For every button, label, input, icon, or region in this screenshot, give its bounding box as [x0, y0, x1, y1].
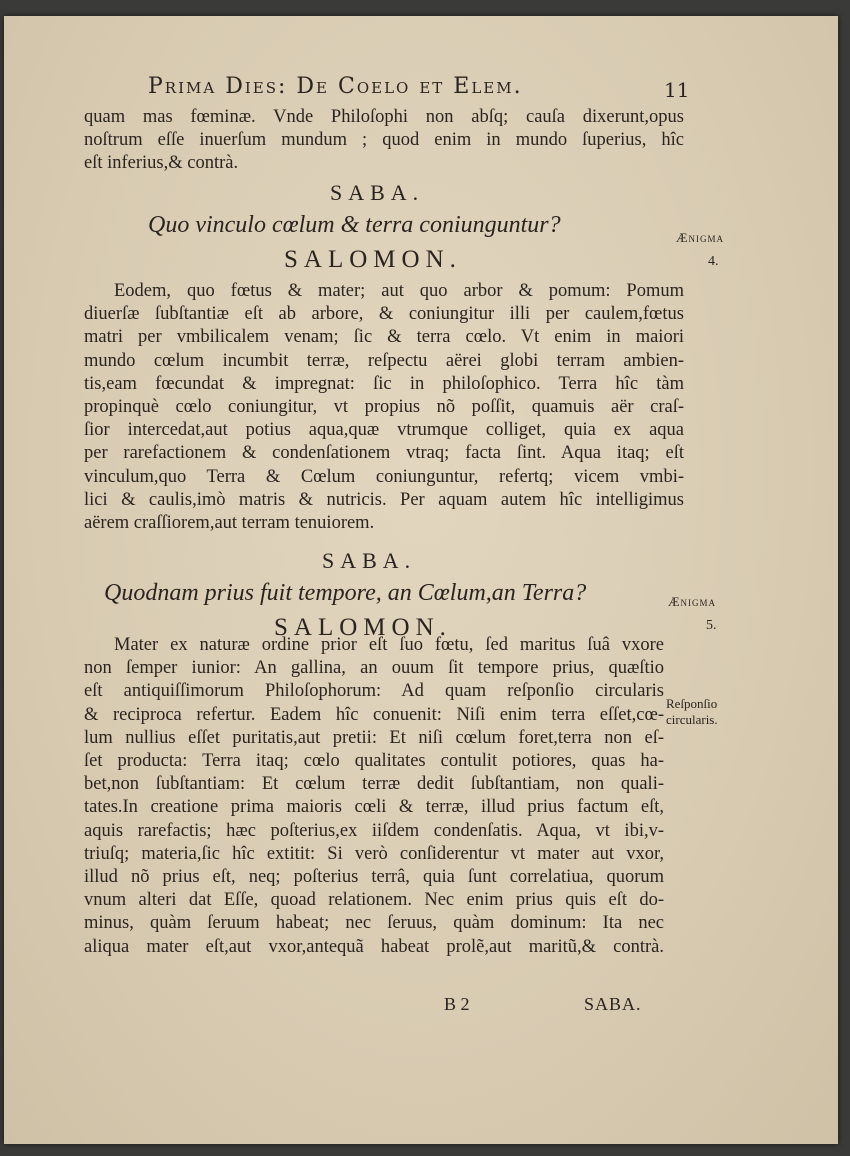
text-line: propinquè cœlo coniungitur, vt propius nõ poſſit, quamuis aër craſ- [84, 397, 684, 418]
text-line: bet,non ſubſtantiam: Et cœlum terræ dedit ſubſtantiam, non quali- [84, 774, 664, 795]
text-line: vinculum,quo Terra & Cœlum coniunguntur, refertq; vicem vmbi- [84, 466, 684, 487]
text-line: aërem craſſiorem,aut terram tenuiorem. [84, 513, 375, 534]
text-line: minus, quàm ſeruum habeat; nec ſeruus, quàm dominum: Ita nec [84, 913, 664, 934]
text-line: & reciproca refertur. Eadem hîc conuenit: Niſi enim terra eſſet,cœ- [84, 704, 664, 725]
text-line: quam mas fœminæ. Vnde Philoſophi non abſq; cauſa dixerunt,opus [84, 107, 684, 127]
text-line: per rarefactionem & condenſationem vtraq; facta ſint. Aqua itaq; eſt [84, 443, 684, 464]
page-number: 11 [664, 78, 690, 102]
text-line: eſt inferius,& contrà. [84, 153, 239, 174]
catchword: SABA. [584, 994, 642, 1014]
margin-number-4: 4. [708, 254, 719, 269]
paragraph-answer-2 [84, 634, 664, 959]
speaker-salomon-2: SALOMON. [274, 614, 452, 641]
margin-number-5: 5. [706, 618, 717, 633]
text-line: ſior intercedat,aut potius aqua,quæ vtrumque colliget, quia ex aqua [84, 420, 684, 441]
text-line: mundo cœlum incumbit terræ, reſpectu aërei globi terram ambien- [84, 350, 684, 371]
speaker-saba-1: SABA. [330, 180, 425, 205]
text-line: illud nõ prius eſt, neq; poſterius terrâ, quia ſunt correlatiua, quorum [84, 867, 664, 888]
text-line: eſt antiquiſſimorum Philoſophorum: Ad quam reſponſio circularis [84, 681, 664, 702]
paragraph-answer-1 [84, 280, 684, 535]
text-line: aliqua mater eſt,aut vxor,antequã habeat prolẽ,aut maritũ,& contrà. [84, 936, 664, 957]
text-line: vnum alteri dat Eſſe, quoad relationem. Nec enim prius quis eſt do- [84, 890, 664, 911]
text-line: Mater ex naturæ ordine prior eſt ſuo fœtu, ſed maritus ſuâ vxore [114, 635, 664, 655]
text-line: aquis rarefactis; hæc poſterius,ex iiſdem condenſatis. Aqua, vt ibi,v- [84, 820, 664, 841]
question-1: Quo vinculo cœlum & terra coniunguntur? [148, 212, 561, 238]
speaker-saba-2: SABA. [322, 548, 417, 573]
question-2: Quodnam prius fuit tempore, an Cœlum,an Terra? [104, 580, 587, 606]
text-line: tates.In creatione prima maioris cœli & terræ, illud prius factum eſt, [84, 797, 664, 818]
text-line: lici & caulis,imò matris & nutricis. Per aquam autem hîc intelligimus [84, 489, 684, 510]
text-line: Eodem, quo fœtus & mater; aut quo arbor & pomum: Pomum [114, 281, 684, 301]
margin-aenigma-5: Ænigma [668, 594, 717, 609]
speaker-salomon-1: SALOMON. [284, 246, 462, 273]
margin-note-responsio: Reſponſio [666, 696, 718, 711]
signature-mark: B 2 [444, 994, 470, 1014]
text-line: matri per vmbilicalem venam; ſic & terra cœlo. Vt enim in maiori [84, 327, 684, 348]
text-line: tis,eam fœcundat & impregnat: ſic in philoſophico. Terra hîc tàm [84, 373, 684, 394]
margin-note-circularis: circularis. [666, 712, 718, 727]
text-line: noſtrum eſſe inuerſum mundum ; quod enim in mundo ſuperius, hîc [84, 130, 684, 151]
running-title: Prima Dies: De Coelo et Elem. [148, 74, 523, 99]
text-line: ſet producta: Terra itaq; cœlo qualitates contulit potiores, quas ha- [84, 751, 664, 772]
text-line: lum nullius eſſet puritatis,aut pretii: Et niſi cœlum foret,terra non eſ- [84, 727, 664, 748]
paragraph-intro [84, 106, 684, 176]
text-line: triuſq; materia,ſic hîc extitit: Si verò conſiderentur vt mater aut vxor, [84, 843, 664, 864]
margin-aenigma-4: Ænigma [676, 230, 725, 245]
book-page [4, 16, 838, 1144]
text-line: diuerſæ ſubſtantiæ eſt ab arbore, & coniungitur illi per caulem,fœtus [84, 304, 684, 325]
text-line: non ſemper iunior: An gallina, an ouum ſit tempore prius, quæſtio [84, 658, 664, 679]
